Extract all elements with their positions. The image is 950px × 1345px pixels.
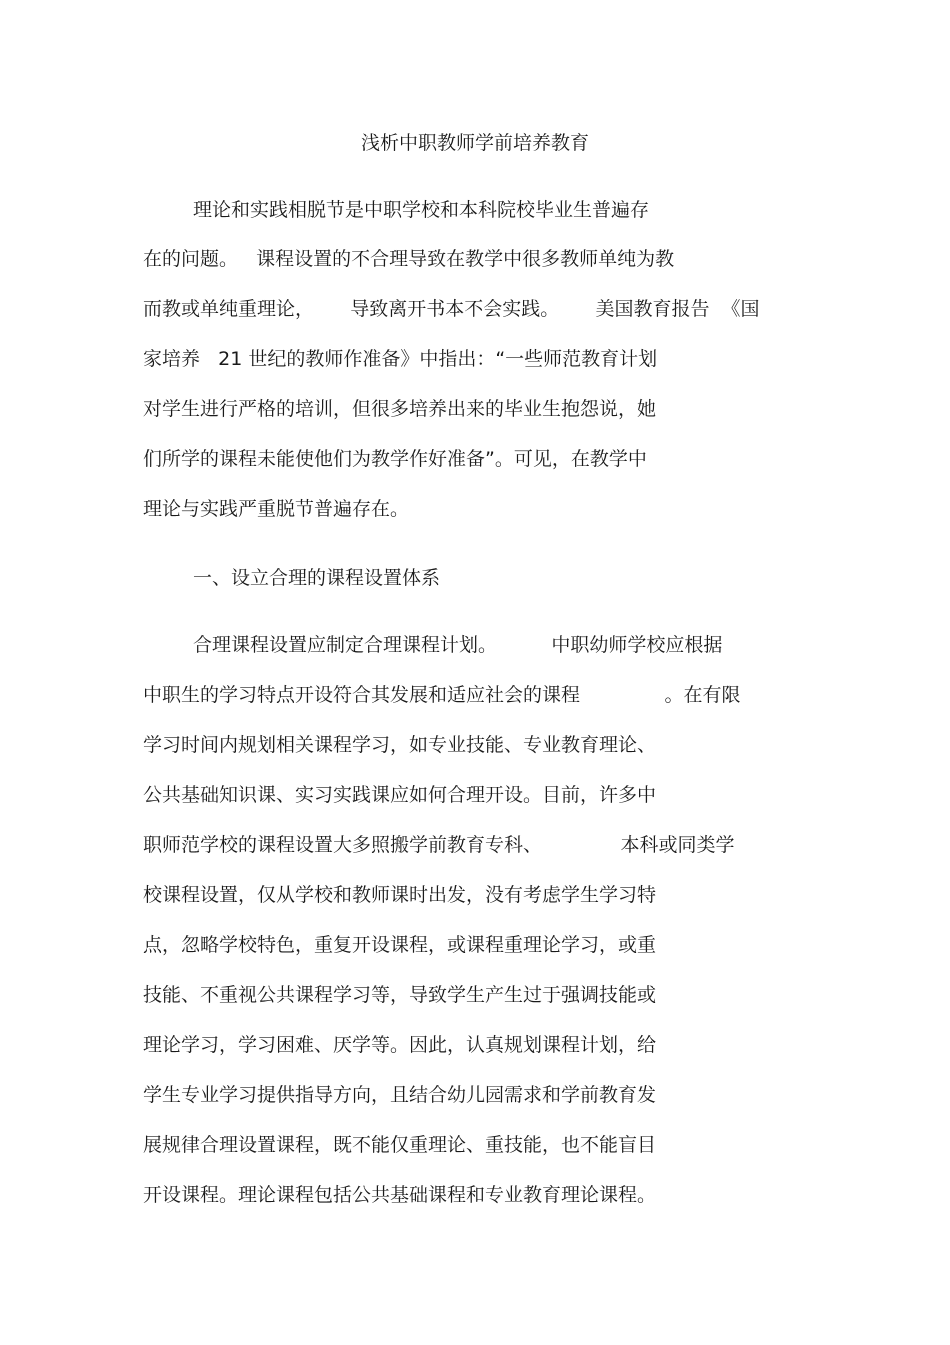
paragraph-line: 理论与实践严重脱节普遍存在。 xyxy=(143,498,410,520)
paragraph-line: 在的问题。 课程设置的不合理导致在教学中很多教师单纯为教 xyxy=(143,248,675,270)
paragraph-line: 理论学习，学习困难、厌学等。因此，认真规划课程计划，给 xyxy=(143,1034,657,1056)
paragraph-line: 合理课程设置应制定合理课程计划。 中职幼师学校应根据 xyxy=(193,634,723,656)
document-title: 浅析中职教师学前培养教育 xyxy=(360,132,589,154)
section-heading: 一、设立合理的课程设置体系 xyxy=(193,567,441,589)
paragraph-line: 展规律合理设置课程，既不能仅重理论、重技能，也不能盲目 xyxy=(143,1134,657,1156)
paragraph-line: 校课程设置，仅从学校和教师课时出发，没有考虑学生学习特 xyxy=(143,884,657,906)
paragraph-line: 学生专业学习提供指导方向，且结合幼儿园需求和学前教育发 xyxy=(143,1084,657,1106)
paragraph-line: 对学生进行严格的培训，但很多培养出来的毕业生抱怨说，她 xyxy=(143,398,657,420)
paragraph-line: 家培养 21 世纪的教师作准备》中指出：“一些师范教育计划 xyxy=(143,348,658,370)
paragraph-line: 理论和实践相脱节是中职学校和本科院校毕业生普遍存 xyxy=(193,199,650,221)
paragraph-line: 职师范学校的课程设置大多照搬学前教育专科、 本科或同类学 xyxy=(143,834,735,856)
paragraph-line: 而教或单纯重理论， 导致离开书本不会实践。 美国教育报告 《国 xyxy=(143,298,760,320)
paragraph-line: 公共基础知识课、实习实践课应如何合理开设。目前，许多中 xyxy=(143,784,657,806)
paragraph-line: 学习时间内规划相关课程学习，如专业技能、专业教育理论、 xyxy=(143,734,657,756)
paragraph-line: 开设课程。理论课程包括公共基础课程和专业教育理论课程。 xyxy=(143,1184,657,1206)
paragraph-line: 们所学的课程未能使他们为教学作好准备”。可见，在教学中 xyxy=(143,448,647,470)
paragraph-line: 点，忽略学校特色，重复开设课程，或课程重理论学习，或重 xyxy=(143,934,657,956)
paragraph-line: 技能、不重视公共课程学习等，导致学生产生过于强调技能或 xyxy=(143,984,657,1006)
paragraph-line: 中职生的学习特点开设符合其发展和适应社会的课程 。在有限 xyxy=(143,684,741,706)
